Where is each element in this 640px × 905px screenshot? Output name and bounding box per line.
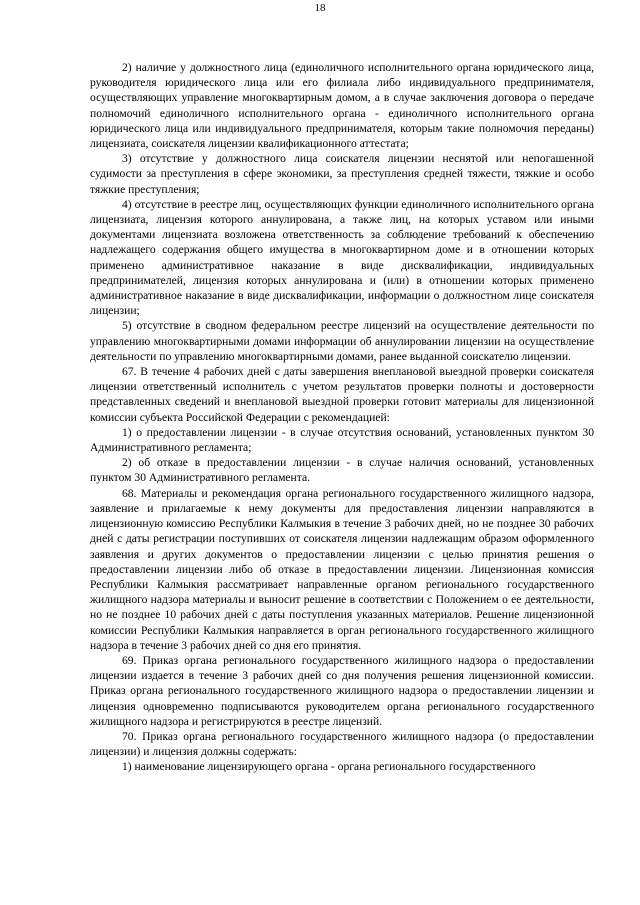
paragraph-69: 69. Приказ органа регионального государственного жилищного надзора о предоставлении лицензии издается в течение 3 рабочих дней со дня получения решения лицензионной комиссии. Приказ органа регионального государственного жилищного надзора о предоставлении лицензии и лицензия одновременно подписываются руководителем органа регионального государственного жилищного надзора и регистрируются в реестре лицензий. [90, 653, 594, 728]
page-number: 18 [314, 2, 326, 14]
paragraph-67-item-1: 1) о предоставлении лицензии - в случае отсутствия оснований, установленных пунктом 30 Административного регламента; [90, 425, 594, 455]
paragraph-item-4-registry: 4) отсутствие в реестре лиц, осуществляющих функции единоличного исполнительного органа лицензиата, лицензия которого аннулирована, а также лиц, на которых уставом или иными документами лицензиата возложена ответственность за соблюдение требований к обеспечению надлежащего содержания общего имущества в многоквартирном доме и в отношении которых применено административное наказание в виде дисквалификации, индивидуальных предпринимателей, лицензия которых аннулирована и (или) в отношении которых применено административное наказание в виде дисквалификации, информации о должностном лице соискателя лицензии; [90, 197, 594, 318]
paragraph-70: 70. Приказ органа регионального государственного жилищного надзора (о предоставлении лицензии) и лицензия должны содержать: [90, 729, 594, 759]
document-body [90, 60, 594, 775]
paragraph-item-3-criminal-record: 3) отсутствие у должностного лица соискателя лицензии неснятой или непогашенной судимости за преступления в сфере экономики, за преступления средней тяжести, тяжкие и особо тяжкие преступления; [90, 152, 594, 196]
paragraph-68: 68. Материалы и рекомендация органа регионального государственного жилищного надзора, заявление и прилагаемые к нему документы для предоставления лицензии направляются в лицензионную комиссию Республики Калмыкия в течение 3 рабочих дней, но не позднее 30 рабочих дней с даты регистрации поступивших от соискателя лицензии надлежащим образом оформленного заявления и других документов о предоставлении лицензии с целью принятия решения о предоставлении лицензии либо об отказе в предоставлении лицензии. Лицензионная комиссия Республики Калмыкия рассматривает направленные органом регионального государственного жилищного надзора материалы и выносит решение в соответствии с Положением о ее деятельности, но не позднее 10 рабочих дней с даты поступления указанных материалов. Решение лицензионной комиссии Республики Калмыкия направляется в орган регионального государственного жилищного надзора в течение 3 рабочих дней со дня его принятия. [90, 486, 594, 652]
paragraph-item-2-qualification: 2) наличие у должностного лица (единоличного исполнительного органа юридического лица, руководителя юридического лица или его филиала либо индивидуального предпринимателя, осуществляющих управление многоквартирным домом, а в случае заключения договора о передаче полномочий единоличного исполнительного органа - единоличного исполнительного органа юридического лица или индивидуального предпринимателя, которым такие полномочия переданы) лицензиата, соискателя лицензии квалификационного аттестата; [90, 61, 594, 151]
paragraph-67-item-2: 2) об отказе в предоставлении лицензии - в случае наличия оснований, установленных пунктом 30 Административного регламента. [90, 456, 594, 485]
paragraph-item-5-federal-registry: 5) отсутствие в сводном федеральном реестре лицензий на осуществление деятельности по управлению многоквартирными домами информации об аннулировании лицензии на осуществление деятельности по управлению многоквартирными домами, ранее выданной соискателю лицензии. [90, 319, 594, 363]
paragraph-67: 67. В течение 4 рабочих дней с даты завершения внеплановой выездной проверки соискателя лицензии ответственный исполнитель с учетом результатов проверки полноты и достоверности представленных сведений и внеплановой выездной проверки готовит материалы для лицензионной комиссии субъекта Российской Федерации с рекомендацией: [90, 365, 594, 424]
paragraph-70-item-1: 1) наименование лицензирующего органа - органа регионального государственного [122, 760, 536, 774]
